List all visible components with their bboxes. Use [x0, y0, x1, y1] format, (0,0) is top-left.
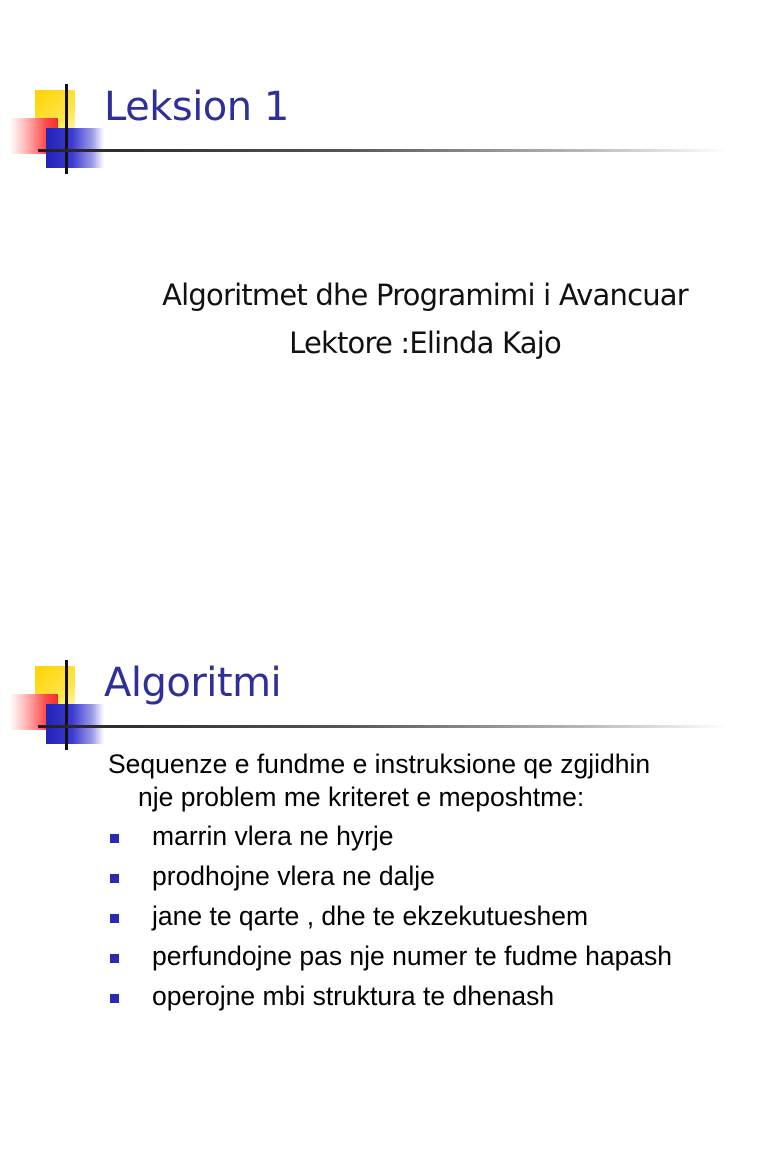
slide-body	[108, 748, 758, 1020]
course-title: Algoritmet dhe Programimi i Avancuar	[162, 278, 688, 312]
logo-vertical-line	[65, 84, 68, 174]
list-item-text: marrin vlera ne hyrje	[152, 821, 394, 851]
list-item	[108, 900, 758, 940]
list-item	[108, 980, 758, 1020]
list-item	[108, 860, 758, 900]
intro-line-2: nje problem me kriteret e meposhtme:	[138, 782, 585, 812]
list-item	[108, 940, 758, 980]
square-bullet-icon	[110, 954, 119, 963]
slide-title: Algoritmi	[104, 660, 282, 706]
intro-paragraph	[108, 748, 758, 814]
title-underline	[38, 725, 728, 728]
lecturer-name: Lektore :Elinda Kajo	[289, 326, 561, 360]
logo-blue-square	[46, 704, 104, 744]
square-bullet-icon	[110, 914, 119, 923]
criteria-list	[108, 820, 758, 1020]
square-bullet-icon	[110, 994, 119, 1003]
square-bullet-icon	[110, 874, 119, 883]
slide-title: Leksion 1	[104, 84, 289, 130]
list-item-text: operojne mbi struktura te dhenash	[152, 981, 555, 1011]
square-bullet-icon	[110, 834, 119, 843]
list-item-text: prodhojne vlera ne dalje	[152, 861, 435, 891]
logo-vertical-line	[65, 660, 68, 750]
list-item-text: perfundojne pas nje numer te fudme hapash	[152, 941, 673, 971]
title-underline	[38, 149, 728, 152]
list-item	[108, 820, 758, 860]
intro-line-1: Sequenze e fundme e instruksione qe zgjidhin	[108, 749, 651, 779]
list-item-text: jane te qarte , dhe te ekzekutueshem	[152, 901, 589, 931]
slide-2	[0, 576, 768, 1152]
logo-blue-square	[46, 128, 104, 168]
